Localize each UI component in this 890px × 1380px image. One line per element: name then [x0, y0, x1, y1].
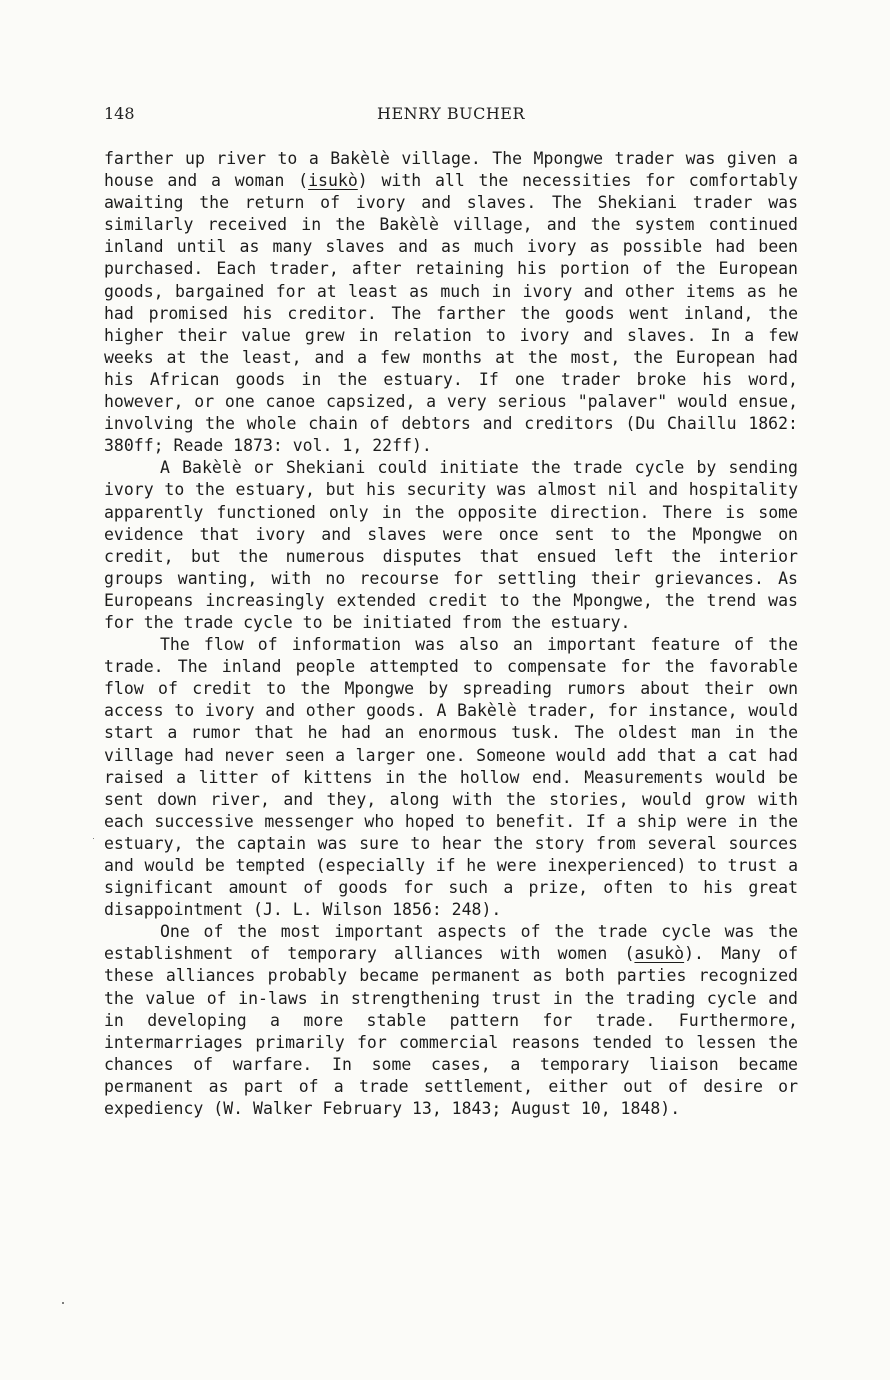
page-number: 148 — [104, 104, 135, 123]
paragraph-2 — [104, 457, 798, 634]
term-asuko: asukò — [634, 944, 685, 964]
running-head — [104, 104, 798, 128]
body-text — [104, 148, 798, 1120]
scan-speck — [62, 1302, 64, 1304]
paragraph-text: The flow of information was also an important feature of the trade. The inland people attempted to compensate for the favorable flow of credit to the Mpongwe by spreading rumors about their own access to ivory and other goods. A Bakèlè trader, for instance, would start a rumor that he had an enormous tusk. The oldest man in the village had never seen a larger one. Someone would add that a cat had raised a litter of kittens in the hollow end. Measurements would be sent down river, and they, along with the stories, would grow with each successive messenger who hoped to benefit. If a ship were in the estuary, the captain was sure to hear the story from several sources and would be tempted (especially if he were inexperienced) to trust a significant amount of goods for such a prize, often to his great disappointment (J. L. Wilson 1856: 248). — [104, 635, 798, 920]
running-title: HENRY BUCHER — [377, 104, 525, 123]
paragraph-text: One of the most important aspects of the trade cycle was the establishment of temporary alliances with women ( — [104, 922, 798, 964]
paragraph-4 — [104, 921, 798, 1120]
paragraph-3 — [104, 634, 798, 921]
paragraph-text: farther up river to a Bakèlè village. The Mpongwe trader was given a house and a woman ( — [104, 149, 798, 191]
term-isuko: isukò — [308, 171, 358, 191]
scan-speck — [93, 838, 94, 839]
paragraph-text: A Bakèlè or Shekiani could initiate the trade cycle by sending ivory to the estuary, but his security was almost nil and hospitality apparently functioned only in the opposite direction. There is some evidence that ivory and slaves were once sent to the Mpongwe on credit, but the numerous disputes that ensued left the interior groups wanting, with no recourse for settling their grievances. As Europeans increasingly extended credit to the Mpongwe, the trend was for the trade cycle to be initiated from the estuary. — [104, 458, 798, 632]
paragraph-text: ). Many of these alliances probably became permanent as both parties recognized the value of in-laws in strengthening trust in the trading cycle and in developing a more stable pattern for trade. Furthermore, intermarriages primarily for commercial reasons tended to lessen the chances of warfare. In some cases, a temporary liaison became permanent as part of a trade settlement, either out of desire or expediency (W. Walker February 13, 1843; August 10, 1848). — [104, 944, 799, 1119]
paragraph-text: ) with all the necessities for comfortably awaiting the return of ivory and slaves. The Shekiani trader was similarly received in the Bakèlè village, and the system continued inland until as many slaves and as much ivory as possible had been purchased. Each trader, after retaining his portion of the European goods, bargained for at least as much in ivory and other items as he had promised his creditor. The farther the goods went inland, the higher their value grew in relation to ivory and slaves. In a few weeks at the least, and a few months at the most, the European had his African goods in the estuary. If one trader broke his word, however, or one canoe capsized, a very serious "palaver" would ensue, involving the whole chain of debtors and creditors (Du Chaillu 1862: 380ff; Reade 1873: vol. 1, 22ff). — [104, 171, 798, 456]
paragraph-1 — [104, 148, 798, 457]
